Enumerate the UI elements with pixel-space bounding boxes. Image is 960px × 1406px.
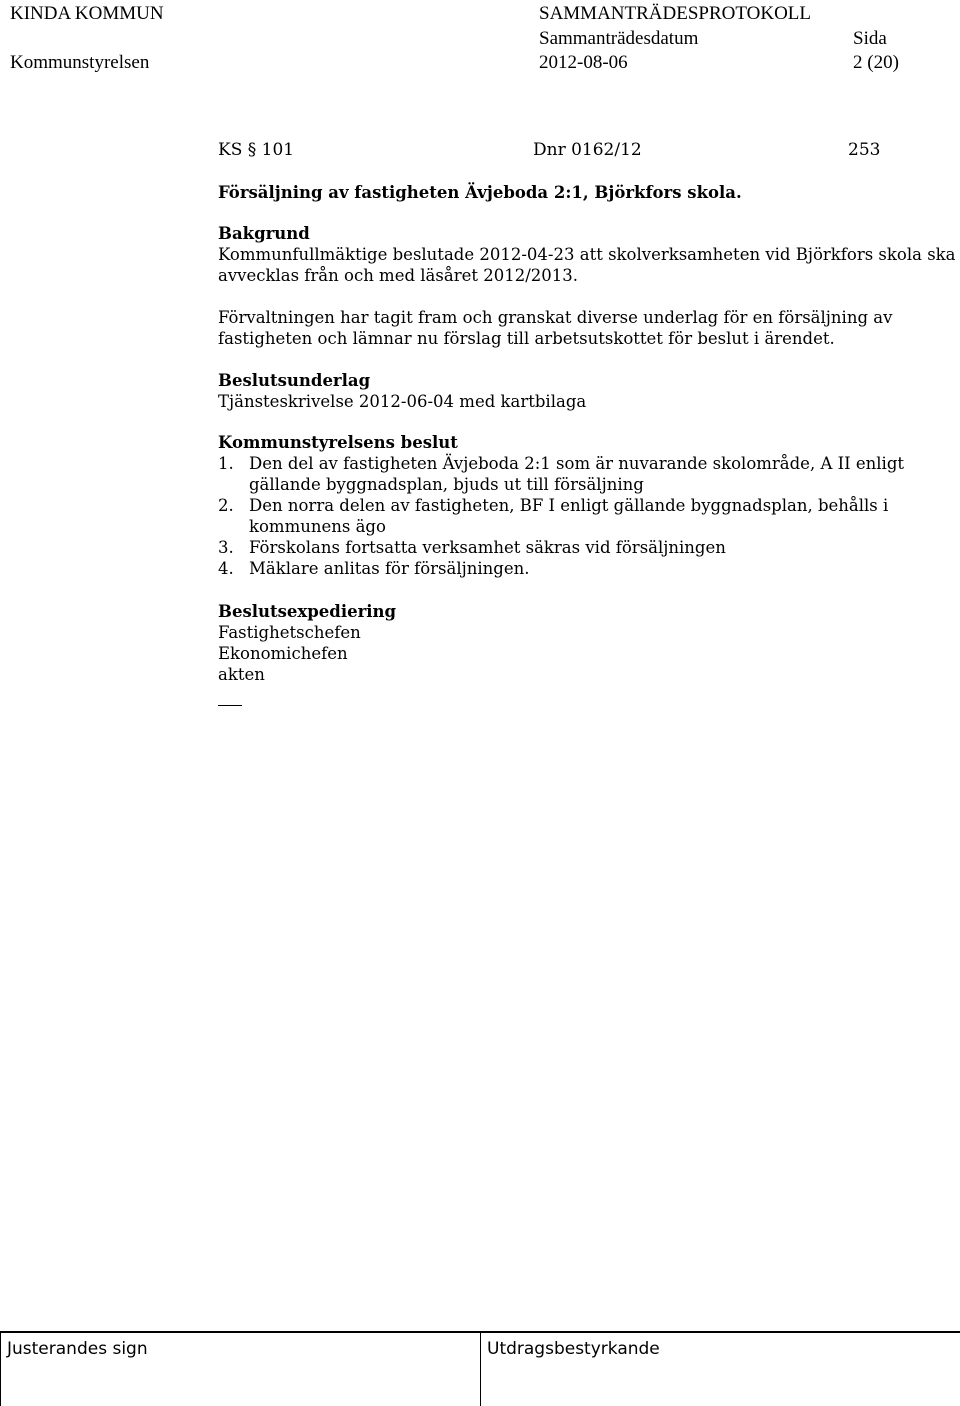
expediering-heading: Beslutsexpediering [218, 602, 397, 621]
expediering-item: Fastighetschefen [218, 623, 361, 642]
utdragsbestyrkande-box [480, 1331, 960, 1406]
list-item [218, 453, 918, 495]
org-name: KINDA KOMMUN [10, 3, 164, 24]
beslut-heading: Kommunstyrelsens beslut [218, 433, 458, 452]
list-item-text: Mäklare anlitas för försäljningen. [249, 559, 530, 578]
expediering-item: akten [218, 665, 265, 684]
justerandes-sign-label: Justerandes sign [7, 1339, 148, 1359]
list-item-number: 2. [218, 496, 234, 515]
list-item-text: Den del av fastigheten Ävjeboda 2:1 som är nuvarande skolområde, A II enligt gällande byggnadsplan, bjuds ut till försäljning [249, 454, 905, 494]
list-item-text: Den norra delen av fastigheten, BF I enligt gällande byggnadsplan, behålls i kommunens ägo [249, 496, 889, 536]
end-rule [218, 705, 242, 706]
beslut-list [218, 453, 918, 579]
ks-paragraph: KS § 101 [218, 140, 295, 160]
dnr: Dnr 0162/12 [533, 140, 642, 160]
body-name: Kommunstyrelsen [10, 52, 150, 73]
list-item-number: 3. [218, 538, 234, 557]
underlag-text: Tjänsteskrivelse 2012-06-04 med kartbilaga [218, 392, 587, 411]
underlag-heading: Beslutsunderlag [218, 371, 371, 390]
page-number: 2 (20) [853, 52, 899, 73]
list-item-text: Förskolans fortsatta verksamhet säkras vid försäljningen [249, 538, 726, 557]
case-number: 253 [848, 140, 881, 160]
forvaltning-line-2: fastigheten och lämnar nu förslag till arbetsutskottet för beslut i ärendet. [218, 329, 835, 348]
forvaltning-line-1: Förvaltningen har tagit fram och granskat diverse underlag för en försäljning av [218, 308, 893, 327]
list-item-number: 4. [218, 559, 234, 578]
list-item-number: 1. [218, 454, 234, 473]
date-label: Sammanträdesdatum [539, 28, 699, 49]
bakgrund-heading: Bakgrund [218, 224, 310, 243]
case-title: Försäljning av fastigheten Ävjeboda 2:1, Björkfors skola. [218, 183, 742, 202]
list-item [218, 558, 918, 579]
justerandes-sign-box [0, 1331, 481, 1406]
meeting-date: 2012-08-06 [539, 52, 628, 73]
utdragsbestyrkande-label: Utdragsbestyrkande [487, 1339, 660, 1359]
page-label: Sida [853, 28, 887, 49]
bakgrund-line-2: avvecklas från och med läsåret 2012/2013. [218, 266, 579, 285]
bakgrund-line-1: Kommunfullmäktige beslutade 2012-04-23 att skolverksamheten vid Björkfors skola ska [218, 245, 956, 264]
list-item [218, 495, 918, 537]
expediering-item: Ekonomichefen [218, 644, 348, 663]
list-item [218, 537, 918, 558]
document-type: SAMMANTRÄDESPROTOKOLL [539, 3, 812, 24]
